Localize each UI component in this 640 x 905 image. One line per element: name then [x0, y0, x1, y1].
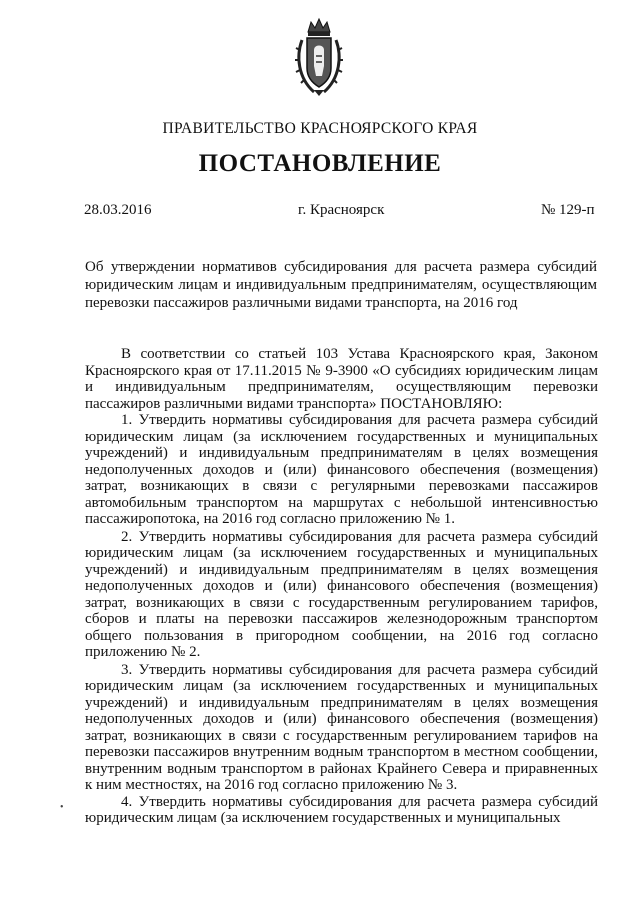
document-body	[85, 346, 598, 827]
scan-dot-mark: •	[60, 802, 64, 813]
clause-1-paragraph: 1. Утвердить нормативы субсидирования для расчета размера субсидий юридическим лицам (за исключением государственных и муниципальных учреждений) и индивидуальным предпринимателям в целях возмещения недополученных доходов и (или) финансового обеспечения (возмещения) затрат, возникающих в связи с регулярными перевозками пассажиров автомобильным транспортом на маршрутах с небольшой интенсивностью пассажиропотока, на 2016 год согласно приложению № 1.	[85, 412, 598, 527]
document-type-title: ПОСТАНОВЛЕНИЕ	[198, 150, 442, 177]
document-city: г. Красноярск	[298, 202, 385, 218]
document-date: 28.03.2016	[84, 202, 152, 218]
clause-3-paragraph: 3. Утвердить нормативы субсидирования для расчета размера субсидий юридическим лицам (за исключением государственных и муниципальных учреждений) и индивидуальным предпринимателям в целях возмещения недополученных доходов и (или) финансового обеспечения (возмещения) затрат, возникающих в связи с государственным регулированием тарифов на перевозки пассажиров внутренним водным транспортом в местном сообщении, внутренним водным транспортом в районах Крайнего Севера и приравненных к ним местностях, на 2016 год согласно приложению № 3.	[85, 661, 598, 793]
krasnoyarsk-coat-of-arms-emblem	[294, 16, 344, 98]
clause-2-paragraph: 2. Утвердить нормативы субсидирования для расчета размера субсидий юридическим лицам (за исключением государственных и муниципальных учреждений) и индивидуальным предпринимателям в целях возмещения недополученных доходов и (или) финансового обеспечения (возмещения) затрат, возникающих в связи с государственным регулированием тарифов, сборов и платы на перевозки пассажиров железнодорожным транспортом общего пользования в пригородном сообщении, на 2016 год согласно приложению № 2.	[85, 528, 598, 660]
preamble-paragraph: В соответствии со статьей 103 Устава Красноярского края, Законом Красноярского края от 17.11.2015 № 9-3900 «О субсидиях юридическим лицам и индивидуальным предпринимателям, осуществляющим перевозки пассажиров различными видами транспорта» ПОСТАНОВЛЯЮ:	[85, 346, 598, 412]
document-subject: Об утверждении нормативов субсидирования для расчета размера субсидий юридическим лицам и индивидуальным предпринимателям, осуществляющим перевозки пассажиров различными видами транспорта, на 2016 год	[85, 259, 597, 311]
clause-4-paragraph: 4. Утвердить нормативы субсидирования для расчета размера субсидий юридическим лицам (за исключением государственных и муниципальных	[85, 793, 598, 826]
document-number: № 129-п	[541, 202, 595, 218]
government-name-heading: ПРАВИТЕЛЬСТВО КРАСНОЯРСКОГО КРАЯ	[162, 120, 478, 137]
